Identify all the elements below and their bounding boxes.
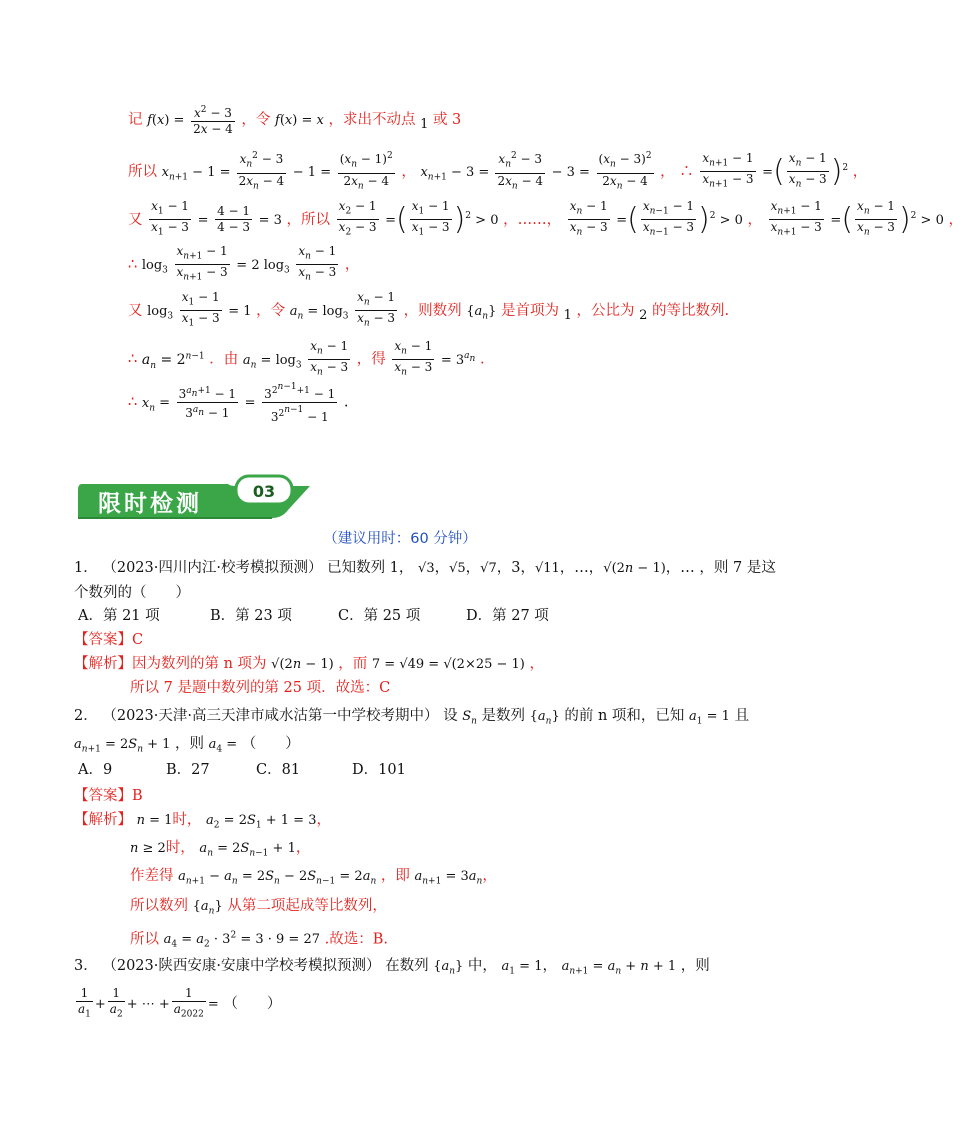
fixed-point-1: 1 — [420, 117, 429, 132]
suggested-time: （建议用时：60 分钟） — [323, 531, 477, 547]
solution-line-2: 所以 $x_{n+1} - 1$ = $\frac{x_n^2 - 3}{2x_n - 4}$ − 1 = $\frac{(x_n - 1)^2}{2x_n - 4}$ ， $x_{n+1} - 3$ = $\frac{x_n^2 - 3}{2x_n - 4}$ − 3 = $\frac{(x_n - 3)^2}{2x_n - 4}$ ， ∴ $\frac{x_{n+1} - 1}{x_{n+1} - 3}$ =( $\frac{x_n - 1}{x_n - 3}$ )$^2$ ， — [128, 150, 868, 192]
text: ，则数列 — [403, 302, 462, 319]
solution-line-7: ∴ $x_n$ = $\frac{3^{a_n+1} - 1}{3^{a_n} - 1}$ = $\frac{3^{2^{n-1}+1} - 1}{3^{2^{n-1}} - 1}$ . — [128, 382, 349, 424]
question-source: （2023·四川内江·校考模拟预测） — [102, 560, 323, 576]
q2-analysis-line-5: 所以 $a_4 = a_2 \cdot 3^2 = 3 \cdot 9 = 27$ .故选：B. — [130, 931, 388, 950]
text: 的前 n 项和，已知 — [564, 708, 685, 724]
text: ，令 — [256, 302, 286, 319]
text: .故选：B. — [324, 931, 388, 948]
q2-options — [78, 760, 406, 780]
text: 或 3 — [432, 112, 462, 128]
text: （ ） — [241, 736, 300, 752]
option-a[interactable]: A．第 21 项 — [78, 608, 160, 624]
text: 所以数列 — [130, 898, 188, 914]
first-term: 1 — [563, 307, 572, 323]
text: ，公比为 — [576, 302, 635, 319]
q3-stem-line-2: $\frac{1}{a_1}$ + $\frac{1}{a_2}$ + ⋯ + $\frac{1}{a_{2022}}$ = （ ） — [78, 985, 282, 1020]
q2-analysis-line-4: 所以数列 $\{a_n\}$ 从第二项起成等比数列， — [130, 898, 387, 917]
text: ，而 — [338, 656, 368, 672]
text: 已知数列 1， — [327, 560, 414, 576]
text: ，……， — [503, 211, 562, 228]
text: 所以 — [130, 931, 159, 948]
solution-line-6: ∴ $a_n = 2^{n-1}$ ．由 $a_n = \log_3$ $\frac{x_n - 1}{x_n - 3}$ ，得 $\frac{x_n - 1}{x_n - 3}$ = $3^{a_n}$ . — [128, 338, 485, 378]
section-banner — [76, 470, 312, 522]
q1-answer — [74, 630, 143, 650]
text: 是首项为 — [500, 302, 559, 319]
text: ， — [660, 163, 675, 180]
text: ，得 — [356, 351, 386, 368]
text: 设 — [443, 708, 458, 724]
text: 中， — [467, 958, 497, 974]
option-d[interactable]: D．101 — [352, 762, 406, 778]
text: 又 — [128, 211, 143, 228]
therefore-symbol: ∴ — [128, 256, 138, 273]
text: ，令 — [241, 112, 271, 128]
text: 在数列 — [385, 958, 429, 974]
q3-stem-line-1: 3． （2023·陕西安康·安康中学校考模拟预测） 在数列 $\{a_n\}$ 中， $a_1 = 1$， $a_{n+1} = a_n + n + 1$ ，则 — [74, 958, 710, 977]
solution-line-4: ∴ $\log_3$ $\frac{x_{n+1} - 1}{x_{n+1} - 3}$ = 2 $\log_3$ $\frac{x_n - 1}{x_n - 3}$ ， — [128, 244, 360, 283]
q2-analysis-line-2: n ≥ 2时， $a_n = 2S_{n-1} + 1$， — [130, 840, 311, 859]
question-source: （2023·天津·高三天津市咸水沽第一中学校考期中） — [102, 708, 439, 724]
text: 记 — [128, 112, 143, 128]
question-number: 1． — [74, 560, 98, 576]
text: 因为数列的第 n 项为 — [132, 656, 267, 672]
solution-line-1: 记 f(x) = $\frac{x^2 - 3}{2x - 4}$ ，令 f(x) = x ，求出不动点 1 或 3 — [128, 105, 462, 136]
answer-value: B — [132, 788, 143, 804]
q1-stem-line-1: 1． （2023·四川内江·校考模拟预测） 已知数列 1， √3，√5，√7，3，√11，…，√(2n − 1)，… ，则 7 是这 — [74, 560, 776, 576]
text: 时， — [172, 812, 202, 828]
q2-analysis-line-3: 作差得 $a_{n+1} - a_n = 2S_n - 2S_{n-1} = 2a_n$ ，即 $a_{n+1} = 3a_n$， — [130, 868, 497, 887]
text: 时， — [165, 840, 195, 856]
answer-value: C — [132, 632, 144, 648]
answer-label: 【答案】 — [74, 632, 132, 648]
option-a[interactable]: A．9 — [78, 762, 113, 778]
text: ，则 7 是这 — [699, 560, 776, 576]
option-d[interactable]: D．第 27 项 — [466, 608, 549, 624]
text: （ ） — [223, 996, 282, 1012]
text: 是数列 — [481, 708, 525, 724]
text: 从第二项起成等比数列， — [227, 898, 387, 914]
text: 所以 — [128, 163, 157, 180]
text: 又 — [128, 302, 143, 319]
text: 个数列的（ ） — [74, 585, 190, 601]
therefore-symbol: ∴ — [679, 163, 694, 180]
q1-options — [78, 606, 549, 626]
text: ，即 — [380, 868, 410, 884]
question-source: （2023·陕西安康·安康中学校考模拟预测） — [102, 958, 381, 974]
option-b[interactable]: B．27 — [166, 762, 210, 778]
question-number: 2． — [74, 708, 98, 724]
text: ， — [401, 163, 416, 180]
analysis-label: 【解析】 — [74, 656, 132, 672]
option-c[interactable]: C．第 25 项 — [338, 608, 421, 624]
banner-title: 限时检测 — [98, 491, 202, 517]
text: 的等比数列. — [651, 302, 730, 319]
text: 作差得 — [130, 868, 174, 884]
text: ．由 — [209, 351, 239, 368]
text: ，则 — [680, 958, 710, 974]
option-c[interactable]: C．81 — [256, 762, 301, 778]
banner-number: 03 — [252, 482, 276, 501]
question-number: 3． — [74, 958, 98, 974]
therefore-symbol: ∴ — [128, 394, 138, 411]
q1-stem-line-2 — [74, 583, 190, 603]
solution-line-3: 又 $\frac{x_1 - 1}{x_1 - 3}$ = $\frac{4 - 1}{4 - 3}$ = 3 ，所以 $\frac{x_2 - 1}{x_2 - 3}$ =( $\frac{x_1 - 1}{x_1 - 3}$ )$^2$ > 0 ，……， $\frac{x_n - 1}{x_n - 3}$ =( $\frac{x_{n-1} - 1}{x_{n-1} - 3}$ )$^2$ > 0 ， $\frac{x_{n+1} - 1}{x_{n+1} - 3}$ =( $\frac{x_n - 1}{x_n - 3}$ )$^2$ > 0 ， — [128, 198, 963, 238]
text: 且 — [734, 708, 750, 724]
option-b[interactable]: B．第 23 项 — [210, 608, 292, 624]
text: ，则 — [175, 736, 205, 752]
text: ，所以 — [286, 211, 331, 228]
q1-analysis-line-2: 所以 7 是题中数列的第 25 项．故选：C — [130, 680, 391, 696]
q1-analysis-line-1: 【解析】因为数列的第 n 项为 √(2n − 1) ，而 7 = √49 = √(2×25 − 1) ， — [74, 656, 544, 672]
therefore-symbol: ∴ — [128, 351, 138, 368]
analysis-label: 【解析】 — [74, 812, 132, 828]
text: ，求出不动点 — [328, 112, 416, 128]
answer-label: 【答案】 — [74, 788, 132, 804]
solution-line-5: 又 $\log_3$ $\frac{x_1 - 1}{x_1 - 3}$ = 1 ，令 $a_n = \log_3$ $\frac{x_n - 1}{x_n - 3}$ ，则数列 $\{a_n\}$ 是首项为 1 ，公比为 2 的等比数列. — [128, 290, 730, 329]
q2-analysis-line-1: 【解析】 n = 1时， $a_2 = 2S_1 + 1 = 3$， — [74, 812, 331, 831]
common-ratio: 2 — [639, 307, 648, 323]
q2-answer — [74, 786, 143, 806]
q2-stem-line-2: $a_{n+1} = 2S_n + 1$ ，则 $a_4$ = （ ） — [74, 736, 300, 755]
q2-stem-line-1: 2． （2023·天津·高三天津市咸水沽第一中学校考期中） 设 $S_n$ 是数列 $\{a_n\}$ 的前 n 项和，已知 $a_1 = 1$ 且 — [74, 708, 750, 727]
